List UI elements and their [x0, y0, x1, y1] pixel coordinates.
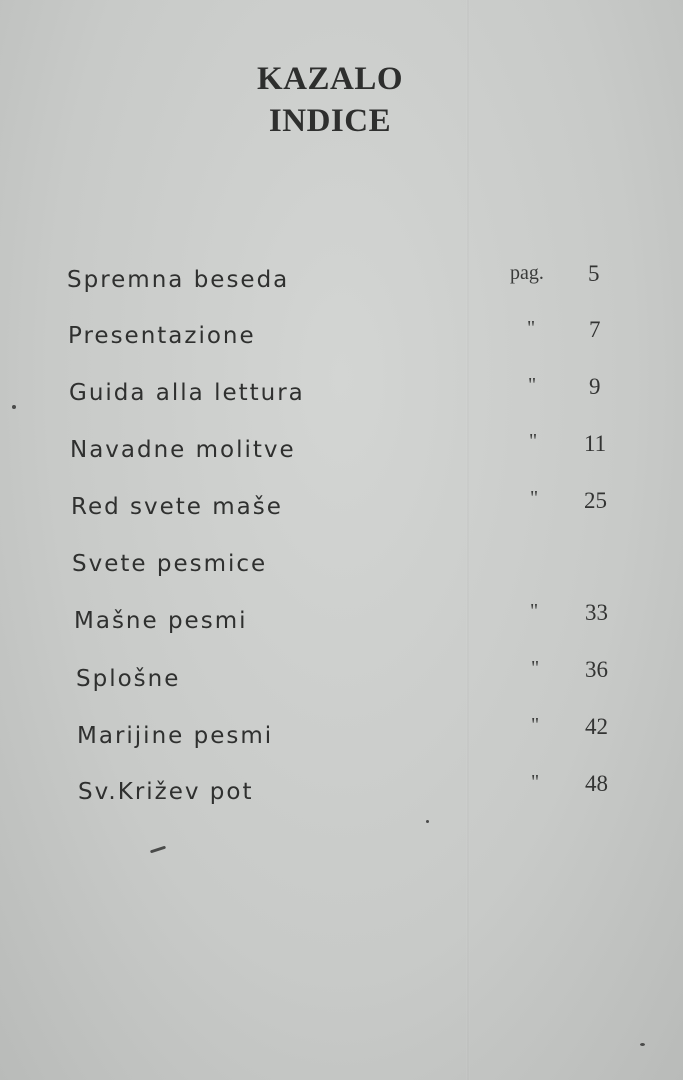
entry-label-marijine-pesmi: Marijine pesmi	[77, 723, 274, 749]
page-fold-line	[466, 0, 470, 1080]
entry-label-navadne-molitve: Navadne molitve	[70, 437, 296, 463]
ink-mark	[150, 846, 166, 854]
entry-label-svete-pesmice: Svete pesmice	[72, 551, 268, 577]
entry-label-guida-alla-lettura: Guida alla lettura	[69, 380, 305, 406]
entry-page-number: 7	[589, 317, 601, 342]
entry-ditto-mark: "	[529, 430, 538, 452]
paper-speck	[12, 405, 16, 409]
entry-ditto-mark: "	[530, 600, 539, 622]
entry-page-number: 36	[585, 657, 608, 682]
title-indice: INDICE	[268, 103, 392, 139]
entry-page-number: 11	[584, 431, 607, 456]
entry-ditto-mark: "	[531, 771, 540, 793]
entry-ditto-mark: "	[531, 714, 540, 736]
entry-page-number: 25	[584, 488, 607, 513]
paper-speck	[426, 820, 429, 823]
entry-ditto-mark: "	[527, 317, 536, 339]
entry-ditto-mark: "	[528, 374, 537, 396]
title-kazalo: KAZALO	[256, 61, 404, 97]
paper-speck	[640, 1043, 645, 1046]
entry-label-masne-pesmi: Mašne pesmi	[74, 608, 248, 634]
entry-label-spremna-beseda: Spremna beseda	[67, 267, 290, 293]
entry-page-number: 48	[585, 771, 608, 796]
entry-label-sv-krizev-pot: Sv.Križev pot	[78, 779, 254, 805]
entry-page-number: 9	[589, 374, 601, 399]
entry-ditto-mark: "	[530, 487, 539, 509]
entry-label-presentazione: Presentazione	[68, 323, 256, 349]
entry-marker-pag: pag.	[510, 262, 544, 284]
entry-ditto-mark: "	[531, 657, 540, 679]
index-title	[180, 58, 480, 142]
entry-page-number: 42	[585, 714, 608, 739]
entry-label-red-svete-mase: Red svete maše	[71, 494, 283, 520]
entry-page-number: 33	[585, 600, 608, 625]
entry-label-splosne: Splošne	[76, 666, 181, 692]
entry-page-number: 5	[588, 261, 600, 286]
